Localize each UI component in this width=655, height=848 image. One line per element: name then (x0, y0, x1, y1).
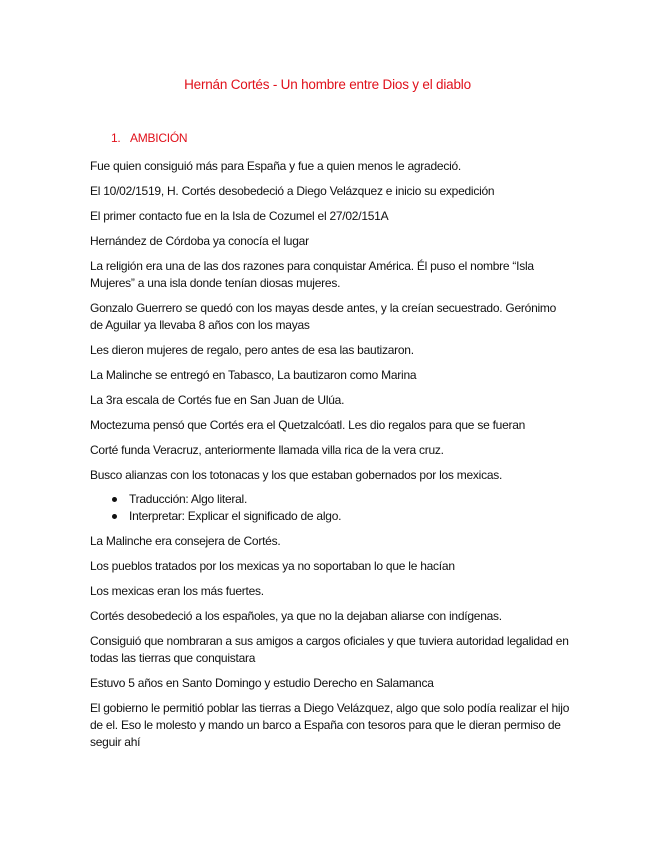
list-item-text: Traducción: Algo literal. (129, 492, 248, 506)
section-title: AMBICIÓN (130, 131, 188, 145)
section-number: 1. (111, 131, 121, 145)
bullet-list (90, 491, 570, 525)
paragraph: Cortés desobedeció a los españoles, ya que no la dejaban aliarse con indígenas. (90, 609, 502, 623)
list-item (90, 491, 570, 508)
paragraph: Hernández de Córdoba ya conocía el lugar (90, 234, 309, 248)
paragraph: Les dieron mujeres de regalo, pero antes de esa las bautizaron. (90, 343, 414, 357)
list-item (90, 508, 570, 525)
paragraph: Busco alianzas con los totonacas y los que estaban gobernados por los mexicas. (90, 468, 503, 482)
paragraph: Los mexicas eran los más fuertes. (90, 584, 264, 598)
paragraph: La Malinche era consejera de Cortés. (90, 534, 281, 548)
paragraph: Gonzalo Guerrero se quedó con los mayas desde antes, y la creían secuestrado. Gerónimo de Aguilar ya llevaba 8 años con los mayas (90, 301, 557, 332)
paragraph: Estuvo 5 años en Santo Domingo y estudio Derecho en Salamanca (90, 676, 434, 690)
paragraph: Moctezuma pensó que Cortés era el Quetzalcóatl. Les dio regalos para que se fueran (90, 418, 526, 432)
paragraph: Corté funda Veracruz, anteriormente llamada villa rica de la vera cruz. (90, 443, 444, 457)
bullet-icon (112, 497, 117, 502)
paragraph: Fue quien consiguió más para España y fue a quien menos le agradeció. (90, 159, 461, 173)
paragraph: El gobierno le permitió poblar las tierras a Diego Velázquez, algo que solo podía realizar el hijo de el. Eso le molesto y mando un barco a España con tesoros para que le dieran permiso de seguir ahí (90, 701, 570, 749)
section-heading (111, 131, 187, 145)
paragraph: Consiguió que nombraran a sus amigos a cargos oficiales y que tuviera autoridad legalidad en todas las tierras que conquistara (90, 634, 569, 665)
document-body (90, 150, 570, 751)
paragraph: La Malinche se entregó en Tabasco, La bautizaron como Marina (90, 368, 417, 382)
paragraph: El primer contacto fue en la Isla de Cozumel el 27/02/151A (90, 209, 389, 223)
document-title: Hernán Cortés - Un hombre entre Dios y el diablo (184, 77, 471, 92)
paragraph: Los pueblos tratados por los mexicas ya no soportaban lo que le hacían (90, 559, 455, 573)
list-item-text: Interpretar: Explicar el significado de algo. (129, 509, 342, 523)
bullet-icon (112, 514, 117, 519)
paragraph: El 10/02/1519, H. Cortés desobedeció a Diego Velázquez e inicio su expedición (90, 184, 495, 198)
paragraph: La religión era una de las dos razones para conquistar América. Él puso el nombre “Isla Mujeres” a una isla donde tenían diosas mujeres. (90, 259, 534, 290)
paragraph: La 3ra escala de Cortés fue en San Juan de Ulúa. (90, 393, 345, 407)
